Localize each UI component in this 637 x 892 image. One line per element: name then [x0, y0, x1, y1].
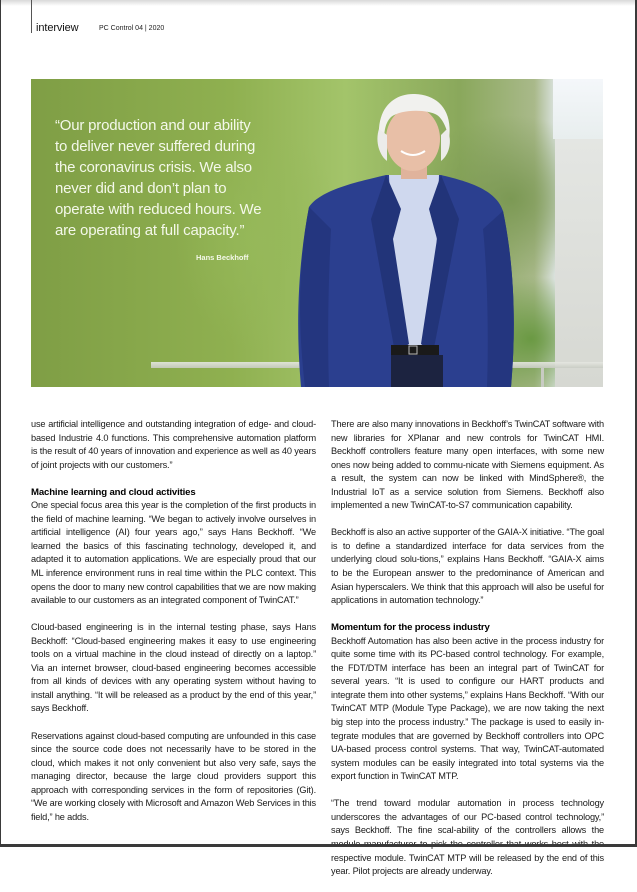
- paragraph: Cloud-based engineering is in the internal testing phase, says Hans Beckhoff: “Cloud-based engineering makes it easy to use engineering tools on a virtual machine in the cloud instead of directly on a laptop.” Via an internet browser, cloud-based engineering becomes accessible from all kinds of devices with any operating system without having to install anything. “It will be released as a product by the end of this year,” says Beckhoff.: [31, 622, 316, 714]
- face: [386, 107, 440, 171]
- section-label: interview: [36, 22, 79, 34]
- photo-railing-post: [541, 368, 544, 387]
- paragraph: Reservations against cloud-based computing are unfounded in this case since the source code does not necessarily have to be stored in the cloud, which makes it not only convenient but also very safe, says the managing director, because the large cloud providers support this approach with corresponding services in the form of repositories (Git). “We are working closely with Microsoft and Amazon Web Services in this field,” he adds.: [31, 730, 316, 822]
- arm-left: [300, 207, 331, 387]
- subheading: Machine learning and cloud activities: [31, 486, 196, 498]
- photo-sky: [553, 79, 603, 139]
- photo-building: [555, 139, 603, 387]
- paragraph: One special focus area this year is the completion of the first products in the field of machine learning. “We began to actively involve ourselves in artificial intelligence (AI) four years ago,” says Hans Beckhoff. “We learned the basics of this fascinating technology, developed it, and adapted it to automation applications. We are especially proud that our ML inference environment runs in real time within the PLC context. This opens the door to many new control capabilities that we are now making available to our customers as an integrated component of TwinCAT.”: [31, 500, 316, 606]
- pull-quote: “Our production and our ability to deliver never suffered during the coronavirus crisis. We also never did and don’t plan to operate with reduced hours. We are operating at full capacity.”: [55, 117, 262, 239]
- article-column-left: [31, 418, 316, 838]
- paragraph: “The trend toward modular automation in process technology underscores the advantages of our PC-based control technology,” says Beckhoff. The fine scal-ability of the controllers allows the module manufacturer to pick the controller that works best with the respective module. TwinCAT MTP will be released by the end of this year. Pilot projects are already underway.: [331, 798, 604, 877]
- subheading: Momentum for the process industry: [331, 622, 490, 634]
- hair-side-left: [377, 129, 387, 161]
- article-column-right: [331, 418, 604, 892]
- paragraph: Beckhoff Automation has also been active in the process industry for quite some time with its PC-based control technology. For example, the FDT/DTM interface has been an integral part of TwinCAT for several years. “It is used to configure our HART products and integrate them into other systems,” explains Hans Beckhoff. “With our TwinCAT MTP (Module Type Package), we are now taking the next big step into the process industry.” The package is used to easily in-tegrate modules that are governed by Beckhoff controllers into OPC UA-based process control systems. That way, TwinCAT-automated system modules can be easily integrated into total systems via the export function in TwinCAT MTP.: [331, 635, 604, 782]
- paragraph: Beckhoff is also an active supporter of the GAIA-X initiative. “The goal is to define a standardized interface for data services from the underlying cloud solu-tions,” explains Hans Beckhoff. “GAIA-X aims to be the European answer to the predominance of American and Asian hyperscalers. We think that this approach will also be useful for applications in automation technology.”: [331, 527, 604, 606]
- hero-photo: [31, 79, 603, 387]
- header-rule: [31, 0, 32, 33]
- issue-label: PC Control 04 | 2020: [99, 25, 165, 32]
- page-top-shadow: [1, 0, 635, 6]
- portrait-figure: [291, 89, 521, 387]
- paragraph: use artificial intelligence and outstanding integration of edge- and cloud-based Industrie 4.0 functions. This comprehensive automation platform is the result of 40 years of innovation and experience as well as 40 years of joint projects with our customers.”: [31, 419, 316, 470]
- hair-side-right: [441, 129, 450, 161]
- trousers: [391, 355, 443, 387]
- pull-quote-author: Hans Beckhoff: [196, 253, 249, 262]
- paragraph: There are also many innovations in Beckhoff’s TwinCAT software with new libraries for XPlanar and new controls for TwinCAT HMI. Beckhoff controllers feature many open interfaces, with some new ones now being added to commu-nicate with Siemens equipment. As a result, the system can now be linked with MindSphere®, the Industrial IoT as a service solution from Siemens. Beckhoff also implemented a new TwinCAT-to-S7 communication capability.: [331, 419, 604, 511]
